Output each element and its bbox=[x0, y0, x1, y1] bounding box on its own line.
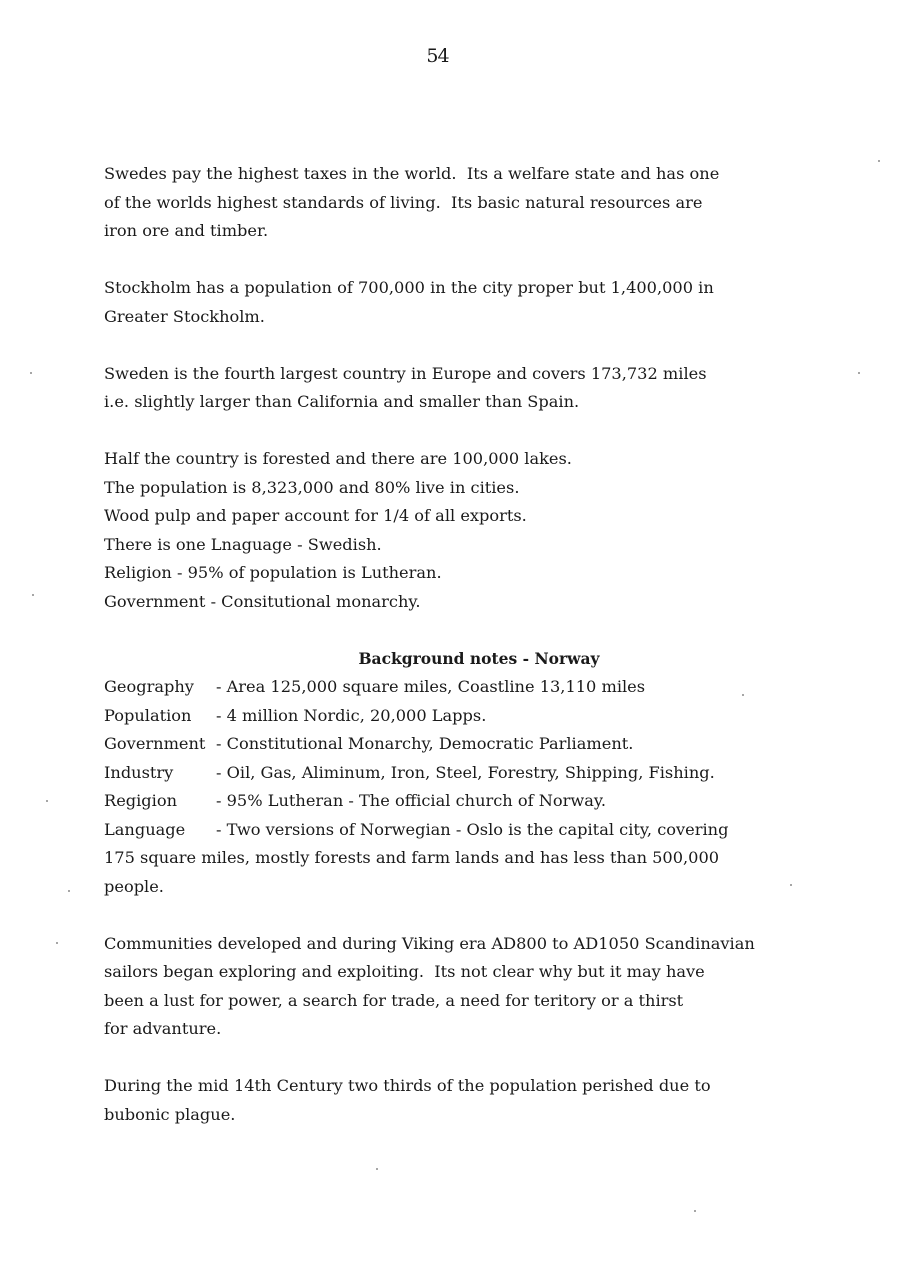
fact-label: Regigion bbox=[104, 791, 178, 810]
scan-speck bbox=[32, 594, 34, 596]
text-line: Greater Stockholm. bbox=[104, 306, 265, 326]
text-line: Stockholm has a population of 700,000 in the city proper but 1,400,000 in bbox=[104, 278, 714, 297]
fact-value: - Constitutional Monarchy, Democratic Parliament. bbox=[216, 734, 634, 753]
scan-speck bbox=[790, 884, 792, 886]
fact-row-population bbox=[104, 702, 844, 731]
fact-row-government bbox=[104, 730, 844, 759]
text-line: Swedes pay the highest taxes in the world. Its a welfare state and has one bbox=[104, 164, 720, 183]
scan-speck bbox=[742, 694, 744, 696]
fact-label: Population bbox=[104, 705, 192, 725]
text-line: for advanture. bbox=[104, 1019, 222, 1038]
fact-row-language bbox=[104, 816, 844, 845]
paragraph-sweden-size bbox=[104, 360, 844, 417]
text-line: There is one Lnaguage - Swedish. bbox=[104, 534, 382, 554]
text-line: i.e. slightly larger than California and smaller than Spain. bbox=[104, 392, 580, 411]
text-line: bubonic plague. bbox=[104, 1104, 236, 1124]
scan-speck bbox=[68, 890, 70, 892]
fact-label: Geography bbox=[104, 677, 194, 696]
text-line: Government - Consitutional monarchy. bbox=[104, 591, 421, 611]
fact-value: - Two versions of Norwegian - Oslo is the capital city, covering bbox=[216, 819, 729, 839]
fact-row-industry bbox=[104, 759, 844, 788]
fact-value: - Oil, Gas, Aliminum, Iron, Steel, Forestry, Shipping, Fishing. bbox=[216, 762, 715, 782]
fact-value: - 4 million Nordic, 20,000 Lapps. bbox=[216, 705, 487, 725]
paragraph-plague bbox=[104, 1072, 844, 1129]
text-line: The population is 8,323,000 and 80% live in cities. bbox=[104, 477, 520, 497]
text-line: Communities developed and during Viking era AD800 to AD1050 Scandinavian bbox=[104, 933, 755, 953]
text-line: 175 square miles, mostly forests and farm lands and has less than 500,000 bbox=[104, 848, 720, 867]
fact-value: - Area 125,000 square miles, Coastline 13,110 miles bbox=[216, 677, 646, 696]
scan-speck bbox=[30, 372, 32, 374]
text-line: been a lust for power, a search for trade, a need for teritory or a thirst bbox=[104, 990, 684, 1010]
paragraph-sweden-facts bbox=[104, 445, 844, 616]
text-line: sailors began exploring and exploiting. Its not clear why but it may have bbox=[104, 962, 705, 981]
text-line: Religion - 95% of population is Lutheran. bbox=[104, 563, 442, 582]
fact-row-geography bbox=[104, 673, 844, 702]
text-line: Wood pulp and paper account for 1/4 of all exports. bbox=[104, 506, 527, 525]
scan-speck bbox=[376, 1168, 378, 1170]
fact-row-religion bbox=[104, 787, 844, 816]
text-line: people. bbox=[104, 876, 164, 896]
scan-speck bbox=[878, 160, 880, 162]
paragraph-taxes bbox=[104, 160, 844, 246]
text-line: iron ore and timber. bbox=[104, 221, 269, 240]
scan-speck bbox=[56, 942, 58, 944]
page-body bbox=[104, 160, 844, 1158]
fact-label: Language bbox=[104, 819, 186, 839]
section-heading: Background notes - Norway bbox=[358, 648, 600, 668]
fact-label: Industry bbox=[104, 762, 174, 782]
scan-speck bbox=[858, 372, 860, 374]
text-line: During the mid 14th Century two thirds of the population perished due to bbox=[104, 1076, 711, 1095]
text-line: Half the country is forested and there are 100,000 lakes. bbox=[104, 449, 572, 468]
section-norway bbox=[104, 645, 844, 902]
page-number: 54 bbox=[426, 45, 449, 67]
scan-speck bbox=[46, 800, 48, 802]
paragraph-stockholm bbox=[104, 274, 844, 331]
text-line: of the worlds highest standards of living. Its basic natural resources are bbox=[104, 192, 703, 212]
fact-value: - 95% Lutheran - The official church of Norway. bbox=[216, 791, 607, 810]
paragraph-vikings bbox=[104, 930, 844, 1044]
text-line: Sweden is the fourth largest country in Europe and covers 173,732 miles bbox=[104, 363, 707, 383]
fact-label: Government bbox=[104, 734, 206, 753]
scan-speck bbox=[694, 1210, 696, 1212]
